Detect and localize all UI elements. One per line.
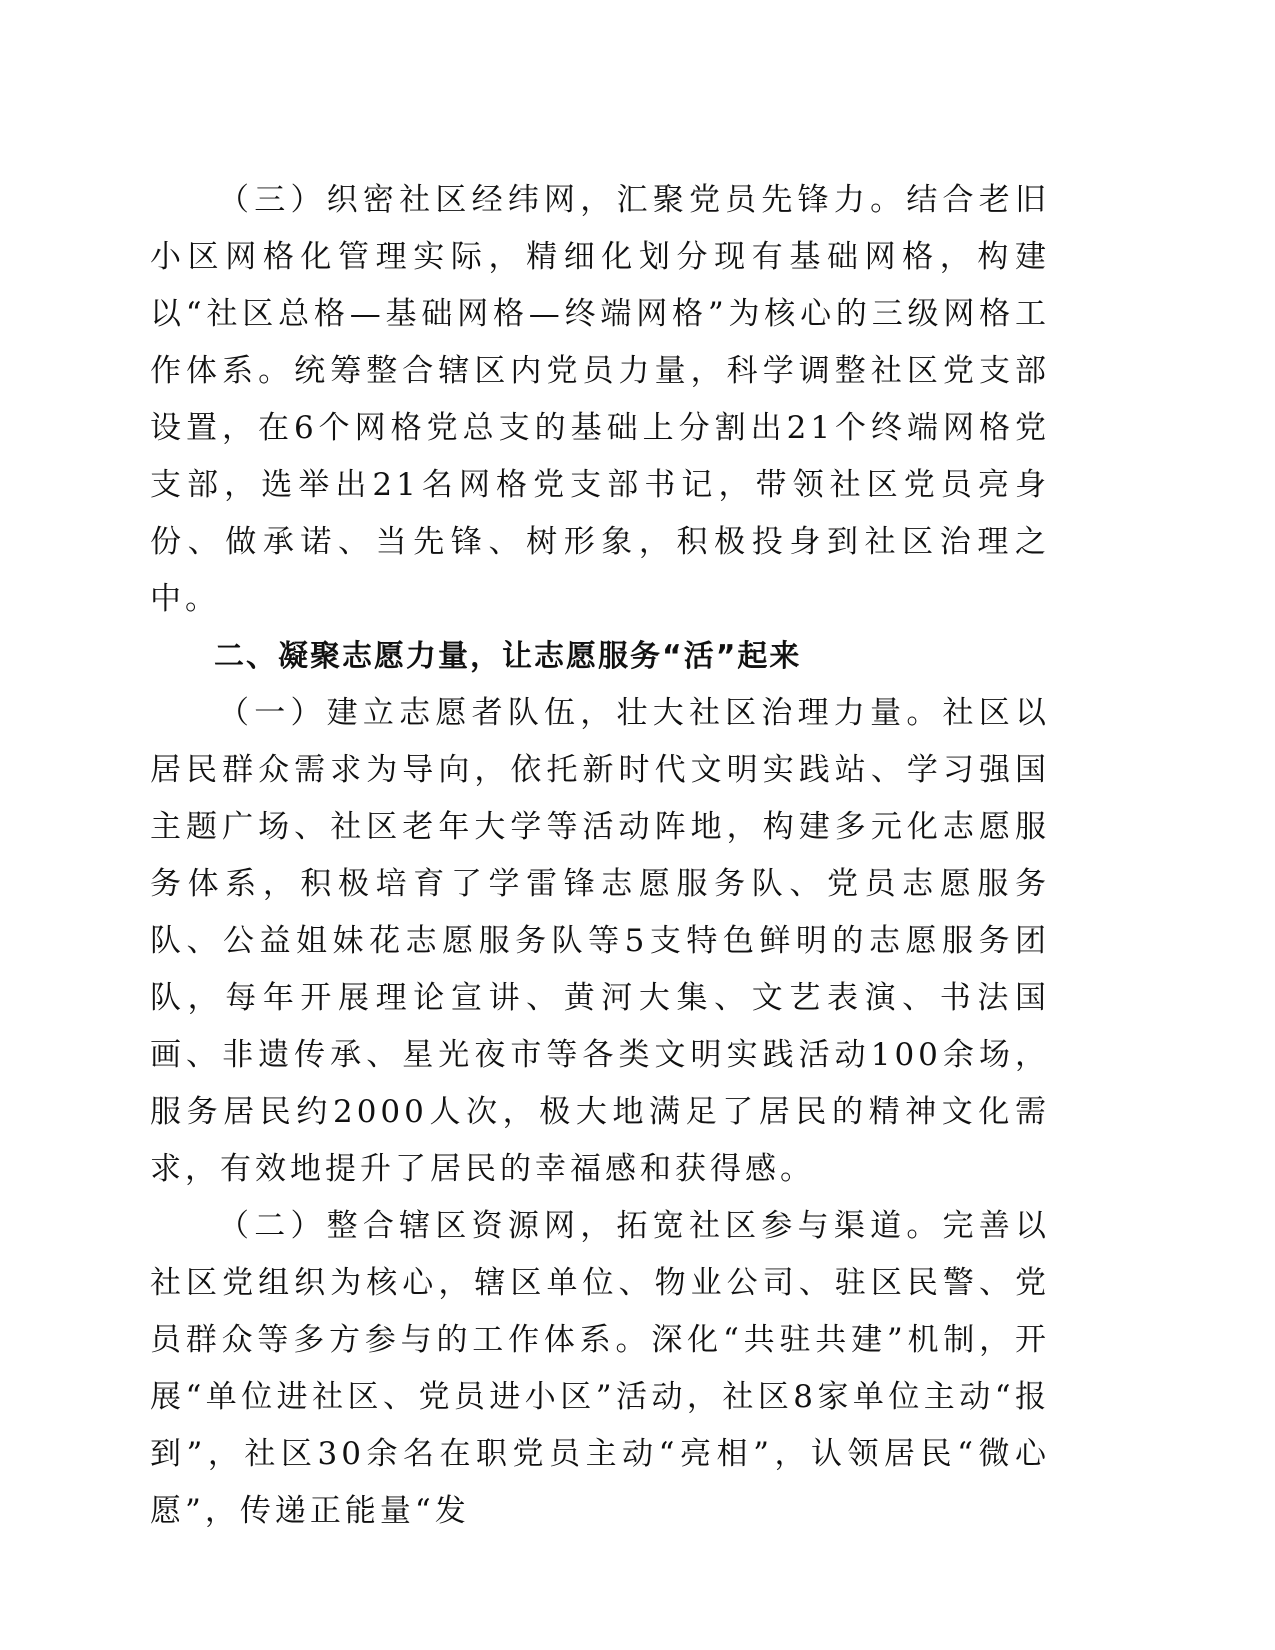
document-body bbox=[150, 172, 1050, 1540]
paragraph-resource-network: （二）整合辖区资源网，拓宽社区参与渠道。完善以社区党组织为核心，辖区单位、物业公司、驻区民警、党员群众等多方参与的工作体系。深化“共驻共建”机制，开展“单位进社区、党员进小区”活动，社区8家单位主动“报到”，社区30余名在职党员主动“亮相”，认领居民“微心愿”，传递正能量“发 bbox=[150, 1208, 1050, 1529]
paragraph-grid-network: （三）织密社区经纬网，汇聚党员先锋力。结合老旧小区网格化管理实际，精细化划分现有基础网格，构建以“社区总格—基础网格—终端网格”为核心的三级网格工作体系。统筹整合辖区内党员力量，科学调整社区党支部设置，在6个网格党总支的基础上分割出21个终端网格党支部，选举出21名网格党支部书记，带领社区党员亮身份、做承诺、当先锋、树形象，积极投身到社区治理之中。 bbox=[150, 182, 1050, 617]
paragraph-volunteer-team: （一）建立志愿者队伍，壮大社区治理力量。社区以居民群众需求为导向，依托新时代文明实践站、学习强国主题广场、社区老年大学等活动阵地，构建多元化志愿服务体系，积极培育了学雷锋志愿服务队、党员志愿服务队、公益姐妹花志愿服务队等5支特色鲜明的志愿服务团队，每年开展理论宣讲、黄河大集、文艺表演、书法国画、非遗传承、星光夜市等各类文明实践活动100余场，服务居民约2000人次，极大地满足了居民的精神文化需求，有效地提升了居民的幸福感和获得感。 bbox=[150, 695, 1050, 1187]
section-heading-volunteer: 二、凝聚志愿力量，让志愿服务“活”起来 bbox=[214, 639, 802, 674]
